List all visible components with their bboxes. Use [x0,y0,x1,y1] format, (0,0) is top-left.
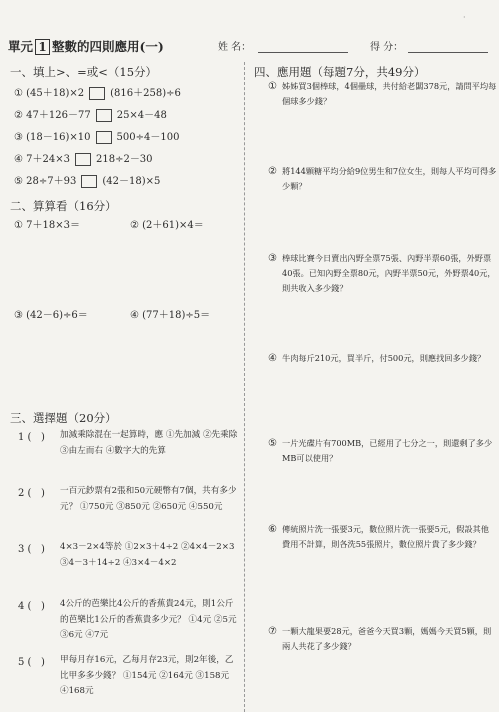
compare-item [14,128,179,144]
answer-box[interactable] [75,153,91,166]
item-number: ① [14,220,23,231]
answer-box[interactable] [96,131,112,144]
left-expr: 47＋126－77 [26,110,91,121]
name-field[interactable] [258,52,348,53]
word-problem: 傳統照片洗一張要3元，數位照片洗一張要5元，假設其他費用不計算，則各洗55張照片，數位照片貴了多少錢？ [282,524,489,549]
section1-title: 一、填上>、=或<（15分） [10,65,158,79]
item-number: ② [268,166,277,177]
compare-item [14,172,160,188]
item-number: ② [130,220,139,231]
name-label: 姓 名： [218,42,252,53]
calc-item [130,216,204,231]
item-number: ④ [14,154,23,165]
choice-number: 5 ( ) [18,657,45,668]
word-problem: 將144顆糖平均分給9位男生和7位女生，則每人平均可得多少顆？ [282,166,497,191]
item-number: ① [14,88,23,99]
word-problem: 一顆大龍果要28元，爸爸今天買3顆，媽媽今天買5顆，則兩人共花了多少錢？ [282,626,492,651]
item-number: ④ [268,353,277,364]
choice-number: 1 ( ) [18,432,45,443]
unit-prefix: 單元 [8,39,34,54]
paper-mark: · [463,13,466,22]
item-number: ⑤ [268,438,277,449]
unit-title: 整數的四則應用(一) [52,39,164,54]
choice-number: 4 ( ) [18,601,45,612]
choice-question: 4×3－2×4等於 ①2×3＋4÷2 ②4×4－2×3 ③4－3＋14÷2 ④3×4－4×2 [60,542,235,568]
choice-question: 一百元鈔票有2張和50元硬幣有7個，共有多少元？ ①750元 ③850元 ②650元 ④550元 [60,486,237,512]
compare-item [14,84,181,100]
section4-title: 四、應用題（每題7分，共49分） [254,65,426,79]
calc-item [14,306,88,321]
left-expr: 28÷7＋93 [26,176,77,187]
right-expr: 218÷2－30 [95,154,153,165]
score-field[interactable] [408,52,488,53]
answer-box[interactable] [96,109,112,122]
left-expr: (18－16)×10 [26,132,91,143]
calc-item [130,306,210,321]
right-expr: 25×4－48 [116,110,167,121]
item-number: ⑥ [268,524,277,535]
choice-question: 甲每月存16元，乙每月存23元，則2年後，乙比甲多多少錢？ ①154元 ②164元 ③158元 ④168元 [60,655,234,696]
right-expr: (816＋258)÷6 [110,88,181,99]
compare-item [14,106,167,122]
choice-number: 2 ( ) [18,488,45,499]
unit-heading [8,37,164,55]
item-number: ② [14,110,23,121]
unit-number-box: 1 [35,39,50,55]
choice-number: 3 ( ) [18,544,45,555]
calc-expr: (77＋18)÷5＝ [142,310,211,321]
word-problem: 棒球比賽今日賣出內野全票75張、內野半票60張，外野票40張。已知內野全票80元，內野半票50元，外野票40元，則共收入多少錢？ [282,253,496,293]
left-expr: 7＋24×3 [26,154,70,165]
compare-item [14,150,153,166]
answer-box[interactable] [89,87,105,100]
word-problem: 一片光碟片有700MB，已經用了七分之一，則還剩了多少MB可以使用？ [282,438,493,463]
item-number: ⑤ [14,176,23,187]
choice-question: 4公斤的芭樂比4公斤的香蕉貴24元，則1公斤的芭樂比1公斤的香蕉貴多少元？ ①4元 ②5元 ③6元 ④7元 [60,599,237,640]
item-number: ① [268,81,277,92]
item-number: ④ [130,310,139,321]
item-number: ③ [14,132,23,143]
item-number: ③ [268,253,277,264]
calc-expr: (2＋61)×4＝ [142,220,204,231]
section3-title: 三、選擇題（20分） [10,411,117,425]
score-label: 得 分： [370,42,404,53]
calc-expr: (42－6)÷6＝ [26,310,88,321]
column-divider [244,62,245,712]
answer-box[interactable] [81,175,97,188]
calc-expr: 7＋18×3＝ [26,220,80,231]
item-number: ⑦ [268,626,277,637]
right-expr: 500÷4－100 [116,132,180,143]
word-problem: 姊姊買3個棒球，4個壘球，共付給老闆378元，請問平均每個球多少錢？ [282,81,497,106]
item-number: ③ [14,310,23,321]
word-problem: 牛肉每斤210元，買半斤，付500元，則應找回多少錢？ [282,353,486,363]
right-expr: (42－18)×5 [102,176,161,187]
calc-item [14,216,80,231]
choice-question: 加減乘除混在一起算時，應 ①先加減 ②先乘除 ③由左而右 ④數字大的先算 [60,430,238,456]
section2-title: 二、算算看（16分） [10,199,117,213]
left-expr: (45＋18)×2 [26,88,85,99]
